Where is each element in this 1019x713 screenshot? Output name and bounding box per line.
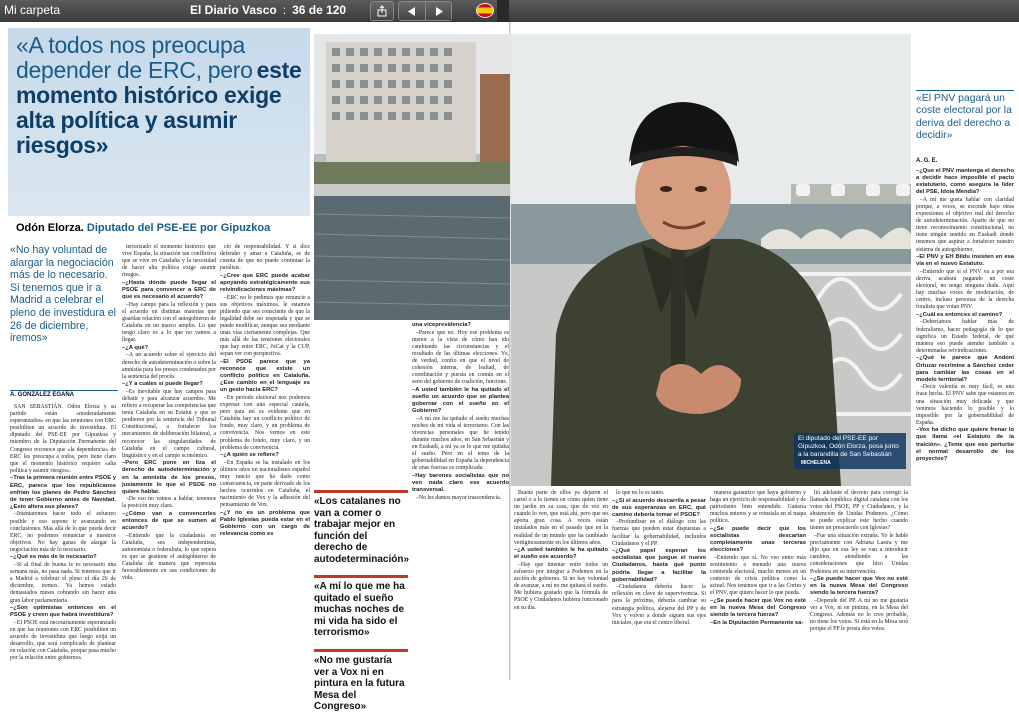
previous-page-button[interactable] [399, 2, 425, 20]
interview-answer: lió adelante el decreto para corregir la llamada república digital catalana con los votos del PSOE, PP y Ciudadanos, y la abstención de Unidas Podemos. ¿Cómo se puede explicar este hecho cuando tienen un preacuerdo con Iglesias? [810, 490, 908, 532]
pullquote-1: «Los catalanes no van a comer o trabajar mejor en función del derecho de autodeterminación» [314, 490, 408, 565]
photo-caption [794, 433, 906, 469]
interview-question: –¿Qué le parece que Andoni Ortuzar recrimine a Sánchez ceder para cambiar las cosas en el modelo territorial? [916, 355, 1014, 383]
byline-role: Diputado del PSE-EE por Gipuzkoa [86, 222, 271, 234]
sidebar-author: A. G. E. [916, 158, 938, 164]
article-column-3 [220, 244, 310, 676]
interview-answer: –Si al final de buena fe es necesario una semana más, no pasa nada. Si tenemos que ir a Madrid a celebrar el pleno el día 26 de diciembre, iremos. Ya hemos estado demasiados meses cobrando sin hacer una gran labor parlamentaria. [10, 562, 116, 604]
article-column-5 [514, 490, 608, 676]
interview-answer: SAN SEBASTIÁN. Odón Elorza y su partido están «moderadamente esperanzados» en que las reuniones con ERC posibiliten un acuerdo de investidura. El diputado del PSE-EE por Gipuzkoa y miembro de la Diputación Permanente del Congreso reconoce que «la dependencia» de ERC les preocupa a todos, pero tiene claro que el momento histórico requiere «alta política y asumir riesgos». [10, 404, 116, 474]
headline-light: «A todos nos preocupa depender de ERC, pero [16, 32, 253, 83]
lead-quote: «No hay voluntad de alargar la negociación más de lo necesario. Si tenemos que ir a Madrid a celebrar el pleno de investidura el 26 de diciembre, iremos» [10, 244, 117, 345]
interview-answer: –Hay que intentar entre todos un esfuerzo por integrar a Podemos en la acción de gobierno. Si no hay voluntad de avanzar, a mí no me quitará el sueño. Me hubiera gustado que la fórmula de PSOE y Ciudadanos hubiera funcionado en su día. [514, 561, 608, 611]
interview-question: –¿A quién se refiere? [220, 452, 279, 459]
interview-question: –¿Cree que ERC puede acabar apoyando estratégicamente sus reivindicaciones máximas? [220, 272, 310, 294]
page-navigation [398, 1, 452, 21]
interview-answer: –A un acuerdo sobre el ejercicio del derecho de autodeterminación o sobre la amnistía para los presos condenados por la sentencia del procés. [122, 352, 216, 380]
interview-question: –¿Que el PNV mantenga el derecho a decidir hace imposible el pacto estatutario, como asegura la líder del PSE, Idoia Mendia? [916, 168, 1014, 196]
article-author: A. GONZÁLEZ EGAÑA [10, 390, 118, 398]
interview-answer: –Entiendo que la ciudadanía en Cataluña, sea independentista, autonomista o federalista, lo que espera es que se gestione el autogobierno de Cataluña de manera que repercuta favorablemente en sus condiciones de vida. [122, 532, 216, 582]
language-flag-icon[interactable] [476, 3, 494, 18]
interview-question: –¿Qué es más de lo necesario? [10, 554, 97, 561]
interview-answer: teriorizado el momento histórico que vive España, la situación tan conflictiva que se vive en Cataluña y la necesidad de hacer alta política exige asumir riesgos. [122, 244, 216, 279]
interview-question: –Hay barones socialistas que no ven nada claro ese acuerdo transversal. [412, 472, 509, 494]
interview-answer: –No les damos mayor trascendencia. [416, 494, 502, 501]
interview-question: –¿Si el acuerdo descarrila a pesar de sus esperanzas en ERC, qué camino debería tomar el PSOE? [612, 497, 706, 518]
interview-answer: –El PSOE está necesariamente esperanzado en que las reuniones con ERC posibiliten un acuerdo de investidura que luego exija un desarrollo, que será complicado de plantear en relación con Cataluña, porque pasa mucho por la relación entre gobiernos. [10, 619, 116, 662]
byline-name: Odón Elorza. [16, 222, 84, 234]
interview-question: –¿Se puede hacer que Vox no esté en la nueva Mesa del Congreso siendo la tercera fuerza? [810, 576, 908, 597]
interview-question: –¿Y a cuáles sí puede llegar? [122, 381, 203, 388]
interview-answer: –Ciudadanos debería hacer la reflexión en clave de supervivencia. Si para la próxima, debería cambiar su estrategia política, alejarse del PP y de Vox y volver a donde siguen sus ejes iniciales, que era el centro liberal. [612, 584, 706, 626]
interview-question: –¿A qué? [122, 344, 149, 351]
interview-answer: –Entiendo que sí. No veo entre más sentimiento a menudo una nueva contienda electoral, mucho menos en un contexto de crisis política como la actual. Nos tenemos que ir a las Cortes y el PNV, que quiere hacer lo que pueda. [710, 554, 806, 597]
page-indicator: 36 de 120 [292, 3, 347, 17]
next-page-button[interactable] [425, 2, 451, 20]
interview-answer: lo que no lo es tanto. [616, 490, 665, 496]
share-icon [376, 5, 388, 17]
article-headline [8, 28, 310, 216]
interview-answer: –Entiendo que si el PNV va a por esa deriva, acabará pagando un coste electoral, no tengo ninguna duda. Aquí hay muchas voces de moderación, de centro, incluso personas de la derecha foralista que votan PNV. [916, 268, 1014, 311]
headline-bold: este momento histórico exige alta política y asumir riesgos» [16, 57, 302, 158]
interview-answer: –Es inevitable que hay campos para debatir y para alcanzar acuerdos. Me refiero a recuperar las competencias que tenía Cataluña en su Estatut y que se perdieron por la sentencia del Tribunal Constitucional, a fortalecer los mecanismos de deliberación bilateral, a reconocer las singularidades de Cataluña en el campo cultural, lingüístico y en el campo económico. [122, 388, 216, 459]
interview-question: –¿Cuál es entonces el camino? [916, 311, 1003, 318]
publication-info [190, 3, 346, 17]
interview-question: –¿A usted también le ha quitado el sueño ese acuerdo? [514, 547, 608, 561]
interview-question: –El PSOE parece que ya reconoce que existe un conflicto político en Cataluña. ¿Ese cambio en el lenguaje es un gesto hacia ERC? [220, 359, 310, 394]
interview-answer: manera garantizo que haya gobierno y haga un ejercicio de responsabilidad y de patriotismo bien entendido. Ganaría muchos enteros y se reinstala en el mapa político. [710, 490, 806, 525]
interview-question: –¿Se puede decir que los socialistas descartan completamente unas terceras elecciones? [710, 525, 806, 554]
article-column-1 [10, 404, 116, 676]
interview-answer: Buena parte de ellos ya dejaron el cartel o a lo tienen en cómo quien tiene un jardín en su casa, que de vez en cuando lo ven, que está ahí, pero que no aporta gran cosa. A veces están instalados más en el pasado que en la realidad de un mundo que ha cambiado vertiginosamente en los últimos años. [514, 490, 608, 546]
interview-question: –¿Y no es un problema que Pablo Iglesias pueda estar en el Gobierno con un cargo de relevancia como es [220, 509, 310, 538]
byline [16, 222, 270, 234]
interview-answer: –A mí me gusta hablar con claridad porque, a veces, se esconde bajo otras expresiones el objetivo real del derecho de autodeterminación. Aparte de que no tiene reconocimiento constitucional, no tiene ningún sentido en Euskadi donde tenemos que aspirar a fortalecer nuestro sistema de autogobierno. [916, 196, 1014, 253]
caption-text: El diputado del PSE-EE por Gipuzkoa, Odón Elorza, posa junto a la barandilla de San Sebastián [798, 435, 899, 458]
interview-answer: –Decir valentía es muy fácil, es una frase hecha. El PNV sabe que estamos en una situación muy delicada y que venimos haciendo lo posible y lo imposible por la gobernabilidad de España. [916, 384, 1014, 426]
interview-question: una vicepresidencia? [412, 322, 471, 328]
pullquote-3: «No me gustaría ver a Vox ni en pintura en la futura Mesa del Congreso» [314, 649, 408, 713]
sidebar-headline: «El PNV pagará un coste electoral por la deriva del derecho a decidir» [916, 90, 1014, 142]
interview-answer: –En España se ha instalado en los últimos años un nacionalismo español muy rancio que ha dado como consecuencia, en parte derivado de los hechos ocurridos en Cataluña, el nacimiento de Vox y la adhesión del pensamiento de Vox. [220, 459, 310, 509]
portrait-photo [511, 34, 911, 486]
toolbar-edge [497, 0, 509, 22]
interview-question: –¿Se puede hacer que Vox no esté en la nueva Mesa del Congreso siendo la tercera fuerza? [710, 597, 806, 619]
article-column-4 [412, 322, 509, 676]
toolbar-controls [370, 1, 452, 21]
interview-answer: –A mí me ha quitado el sueño muchas noches de mi vida el terrorismo. Con las vivencias personales que he tenido durante muchos años, en San Sebastián y en Euskadi, a mí ya se lo que me quitaba el sueño. Pero en el tema de la gobernabilidad en España la dependencia de unas fuerzas es complicada. [412, 415, 509, 472]
share-button[interactable] [370, 1, 394, 21]
article-column-7 [710, 490, 806, 676]
arrow-left-icon [408, 7, 416, 16]
interview-question: –Pero ERC pone en liza el derecho de autodeterminación y en la amnistía de los presos, justamente lo que el PSOE no quiere hablar. [122, 460, 216, 495]
caption-credit: MICHELENA [801, 460, 831, 466]
interview-answer: –Parece que no. Hoy ese problema es menor a la vista de cómo han ido cambiando las circunstancias y el resultado de las últimas elecciones. Yo, de verdad, confío en que el nivel de cohesión interna, de lealtad, de coordinación y puesta en común en el seno del gobierno de coalición, funcione. [412, 329, 509, 386]
article-column-2 [122, 244, 216, 676]
interview-question: –¿Son optimistas entonces en el PSOE y creen que habrá investidura? [10, 605, 116, 619]
interview-answer: –Hay campo para la reflexión y para el acuerdo en distintas materias que guardan relación con el autogobierno de Cataluña en un marco amplio. Lo que tengo claro es a lo que no vamos a llegar. [122, 301, 216, 344]
interview-question: –A usted también le ha quitado el sueño un acuerdo que se plantea gobernar con el sueño en el Gobierno? [412, 386, 509, 415]
interview-question: –En la Diputación Permanente sa- [710, 619, 804, 626]
reader-toolbar [0, 0, 1019, 22]
interview-question: –Vox ha dicho que quiere frenar lo que llama «el Estatuto de la traición». ¿Teme que eso perturbe el normal desarrollo de los proyectos? [916, 427, 1014, 462]
interview-question: –¿Cómo van a convencerles entonces de que se sumen al acuerdo? [122, 510, 216, 532]
interview-answer: cio de responsabilidad. Y si dice defender y amar a Cataluña, se de cuenta de que no puede continuar la parálisis. [220, 244, 310, 272]
interview-question: –¿Hasta dónde puede llegar el PSOE para convencer a ERC de que es necesario el acuerdo? [122, 279, 216, 301]
interview-answer: –Deberíamos hablar más de federalismo, hacer pedagogía de lo que significa un Estado federal, de qué manera eso puede atender también a determinadas reivindicaciones. [916, 319, 1014, 354]
arrow-right-icon [435, 7, 443, 16]
interview-answer: –En periodo electoral nos podemos expresar con una especial cautela, pero para mí es evidente que en Cataluña hay un conflicto político de fondo, muy claro, y un problema de convivencia. Nos vemos en este problema de fondo, muy claro, y un problema de convivencia. [220, 394, 310, 451]
sidebar-column [916, 168, 1014, 676]
waterfront-photo [314, 34, 510, 320]
article-column-8 [810, 490, 908, 676]
interview-question: –¿Qué papel esperan los socialistas que juegue el nuevo Ciudadanos, hasta qué punto podría llegar a facilitar la gobernabilidad? [612, 548, 706, 583]
interview-answer: –Fue una situación extraña. Yo le hablé precisamente con Adriana Lastra y me dijo que en esa ley se van a introducir cambios, atendiendo a las consideraciones que hizo Unidas Podemos en su intervención. [810, 533, 908, 575]
interview-question: –Tras la primera reunión entre PSOE y ERC, parece que los republicanos enfrían los planes de Pedro Sánchez de tener Gobierno antes de Navidad. ¿Esto altera sus planes? [10, 475, 116, 510]
interview-answer: –Intentaremos hacer todo el esfuerzo posible y eso supone ir avanzando en conclusiones. Más allá de lo que pueda decir ERC, no podemos renunciar a nuestros objetivos. No hay ganas de alargar la negociación más de lo necesario. [10, 511, 116, 553]
interview-question: –El PNV y EH Bildu insisten en esa vía en el nuevo Estatuto. [916, 254, 1014, 268]
pullquote-2: «A mí lo que me ha quitado el sueño muchas noches de mi vida ha sido el terrorismo» [314, 575, 408, 639]
publication-name: El Diario Vasco [190, 3, 277, 17]
interview-answer: –Depende del PP. A mí no me gustaría ver a Vox, ni en pintura, en la Mesa del Congreso. Además no lo creo probable, no tiene los votos. Si está en la Mesa será porque el PP le presta dos votos. [810, 597, 908, 633]
interview-answer: –De eso no vamos a hablar, tenemos la posición muy clara. [122, 496, 216, 510]
publication-separator: : [282, 3, 287, 17]
interview-answer: –ERC no le pedimos que renuncie a sus objetivos máximos, le estamos pidiendo que sea consciente de que la legalidad debe ser respetada y que se puede modificar, aunque sea mediante unas vías ciertamente complejas. Que más allá de las tensiones electorales que hay entre ERC, JxCat y la CUP, sepan ver con perspectiva. [220, 294, 310, 358]
article-column-6 [612, 490, 706, 676]
interview-answer: –Profundizar en el diálogo con las fuerzas que pueden estar dispuestas a facilitar la gobernabilidad, incluidos Ciudadanos y el PP. [612, 519, 706, 547]
my-folder-link[interactable]: Mi carpeta [4, 3, 61, 17]
